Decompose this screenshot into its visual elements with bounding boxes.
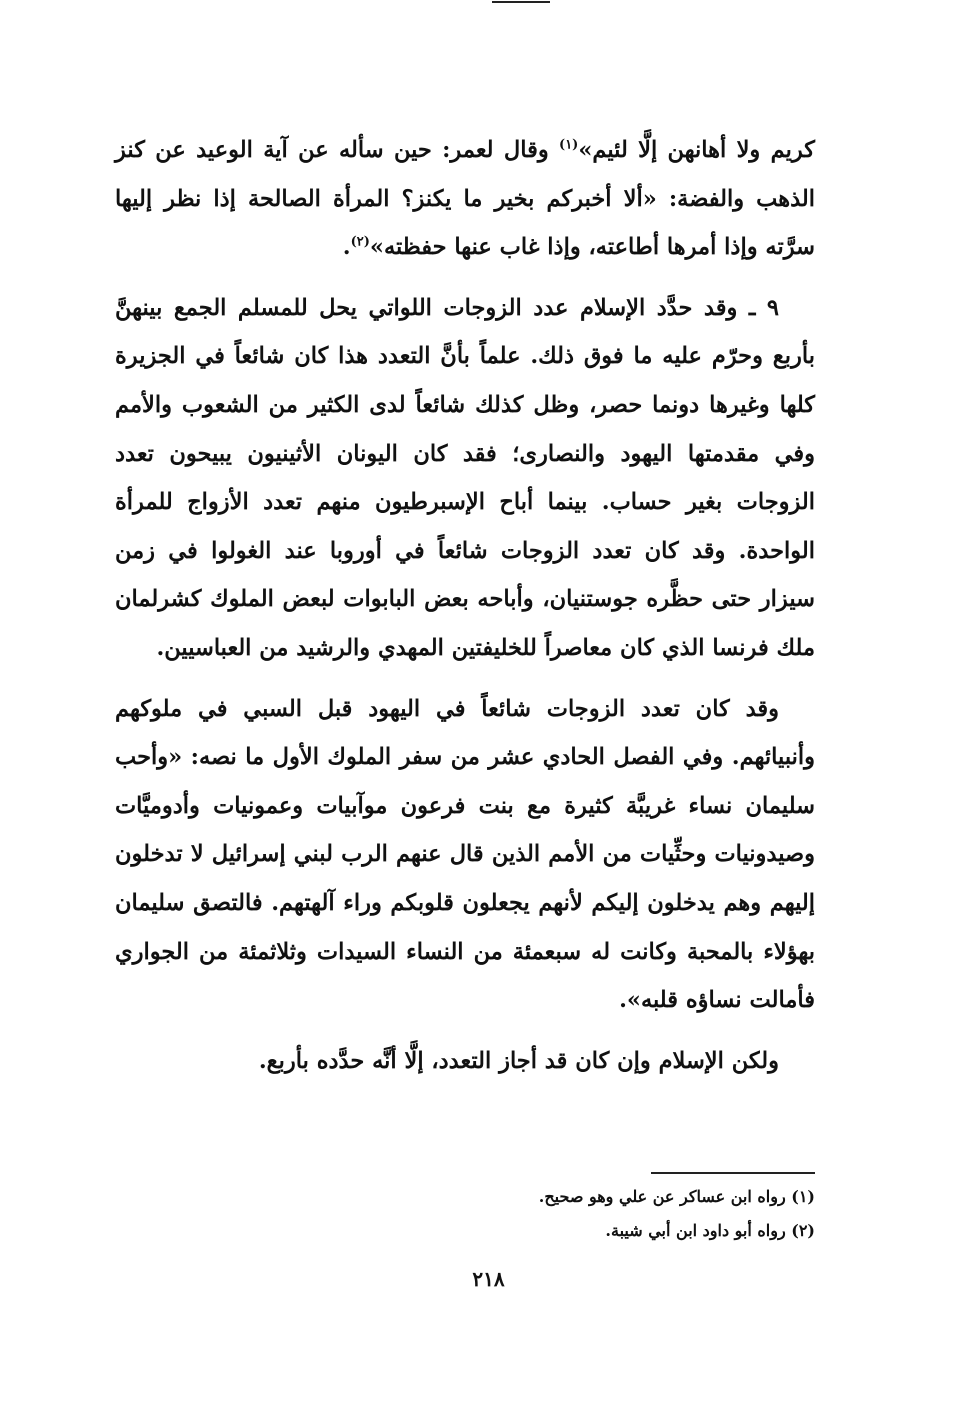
footnote-reference: (٢) [350,234,370,250]
paragraph-text: وقد كان تعدد الزوجات شائعاً في اليهود قبل السبي في ملوكهم وأنبيائهم. وفي الفصل الحادي عشر من سفر الملوك الأول ما نصه: «وأحب سليمان نساء غريبَّة كثيرة مع بنت فرعون موآبيات وعمونيات وأدوميَّات وصيدونيات وحثِّيات من الأمم الذين قال عنهم الرب لبني إسرائيل لا تدخلون إليهم وهم يدخلون إليكم لأنهم يجعلون قلوبكم وراء آلهتهم. فالتصق سليمان بهؤلاء بالمحبة وكانت له سبعمئة من النساء السيدات وثلاثمئة من الجواري فأمالت نساؤه قلبه». [115,695,815,1014]
paragraph [115,284,815,673]
paragraph-text: . [342,234,351,261]
footnote [115,1180,815,1214]
paragraph-text: وقال لعمر: حين سأله عن آية الوعيد عن كنز الذهب والفضة: «ألا أخبركم بخير ما يكنز؟ المرأة الصالحة إذا نظر إليها سرَّته وإذا أمرها أطاعته، وإذا غاب عنها حفظته» [115,137,815,261]
footnotes [115,1180,815,1248]
paragraph-text: ٩ ـ وقد حدَّد الإسلام عدد الزوجات اللواتي يحل للمسلم الجمع بينهنَّ بأربع وحرّم عليه ما فوق ذلك. علماً بأنَّ التعدد هذا كان شائعاً في الجزيرة كلها وغيرها دونما حصر، وظل كذلك شائعاً لدى الكثير من الشعوب والأمم وفي مقدمتها اليهود والنصارى؛ فقد كان اليونان الأثينيون يبيحون تعدد الزوجات بغير حساب. بينما أباح الإسبرطيون منهم تعدد الأزواج للمرأة الواحدة. وقد كان تعدد الزوجات شائعاً في أوروبا عند الغولوا في زمن سيزار حتى حظَّره جوستنيان، وأباحه بعض البابوات لبعض الملوك كشرلمان ملك فرنسا الذي كان معاصراً للخليفتين المهدي والرشيد من العباسيين. [115,294,815,661]
paragraph [115,685,815,1025]
main-text [115,126,815,1097]
paragraph-text: كريم ولا أهانهن إلَّا لئيم» [578,137,815,163]
top-rule [492,1,550,3]
page-number: ٢١٨ [472,1267,505,1291]
paragraph [115,1037,815,1086]
footnote [115,1214,815,1248]
footnote-number: (٢) [791,1221,815,1240]
footnote-text: رواه ابن عساكر عن علي وهو صحيح. [538,1187,786,1206]
paragraph [115,126,815,272]
footnote-reference: (١) [559,137,579,153]
footnote-separator [651,1172,815,1174]
paragraph-text: ولكن الإسلام وإن كان قد أجاز التعدد، إلَّا أنَّه حدَّده بأربع. [258,1047,779,1074]
footnote-text: رواه أبو داود ابن أبي شيبة. [605,1221,786,1240]
footnote-number: (١) [791,1187,815,1206]
